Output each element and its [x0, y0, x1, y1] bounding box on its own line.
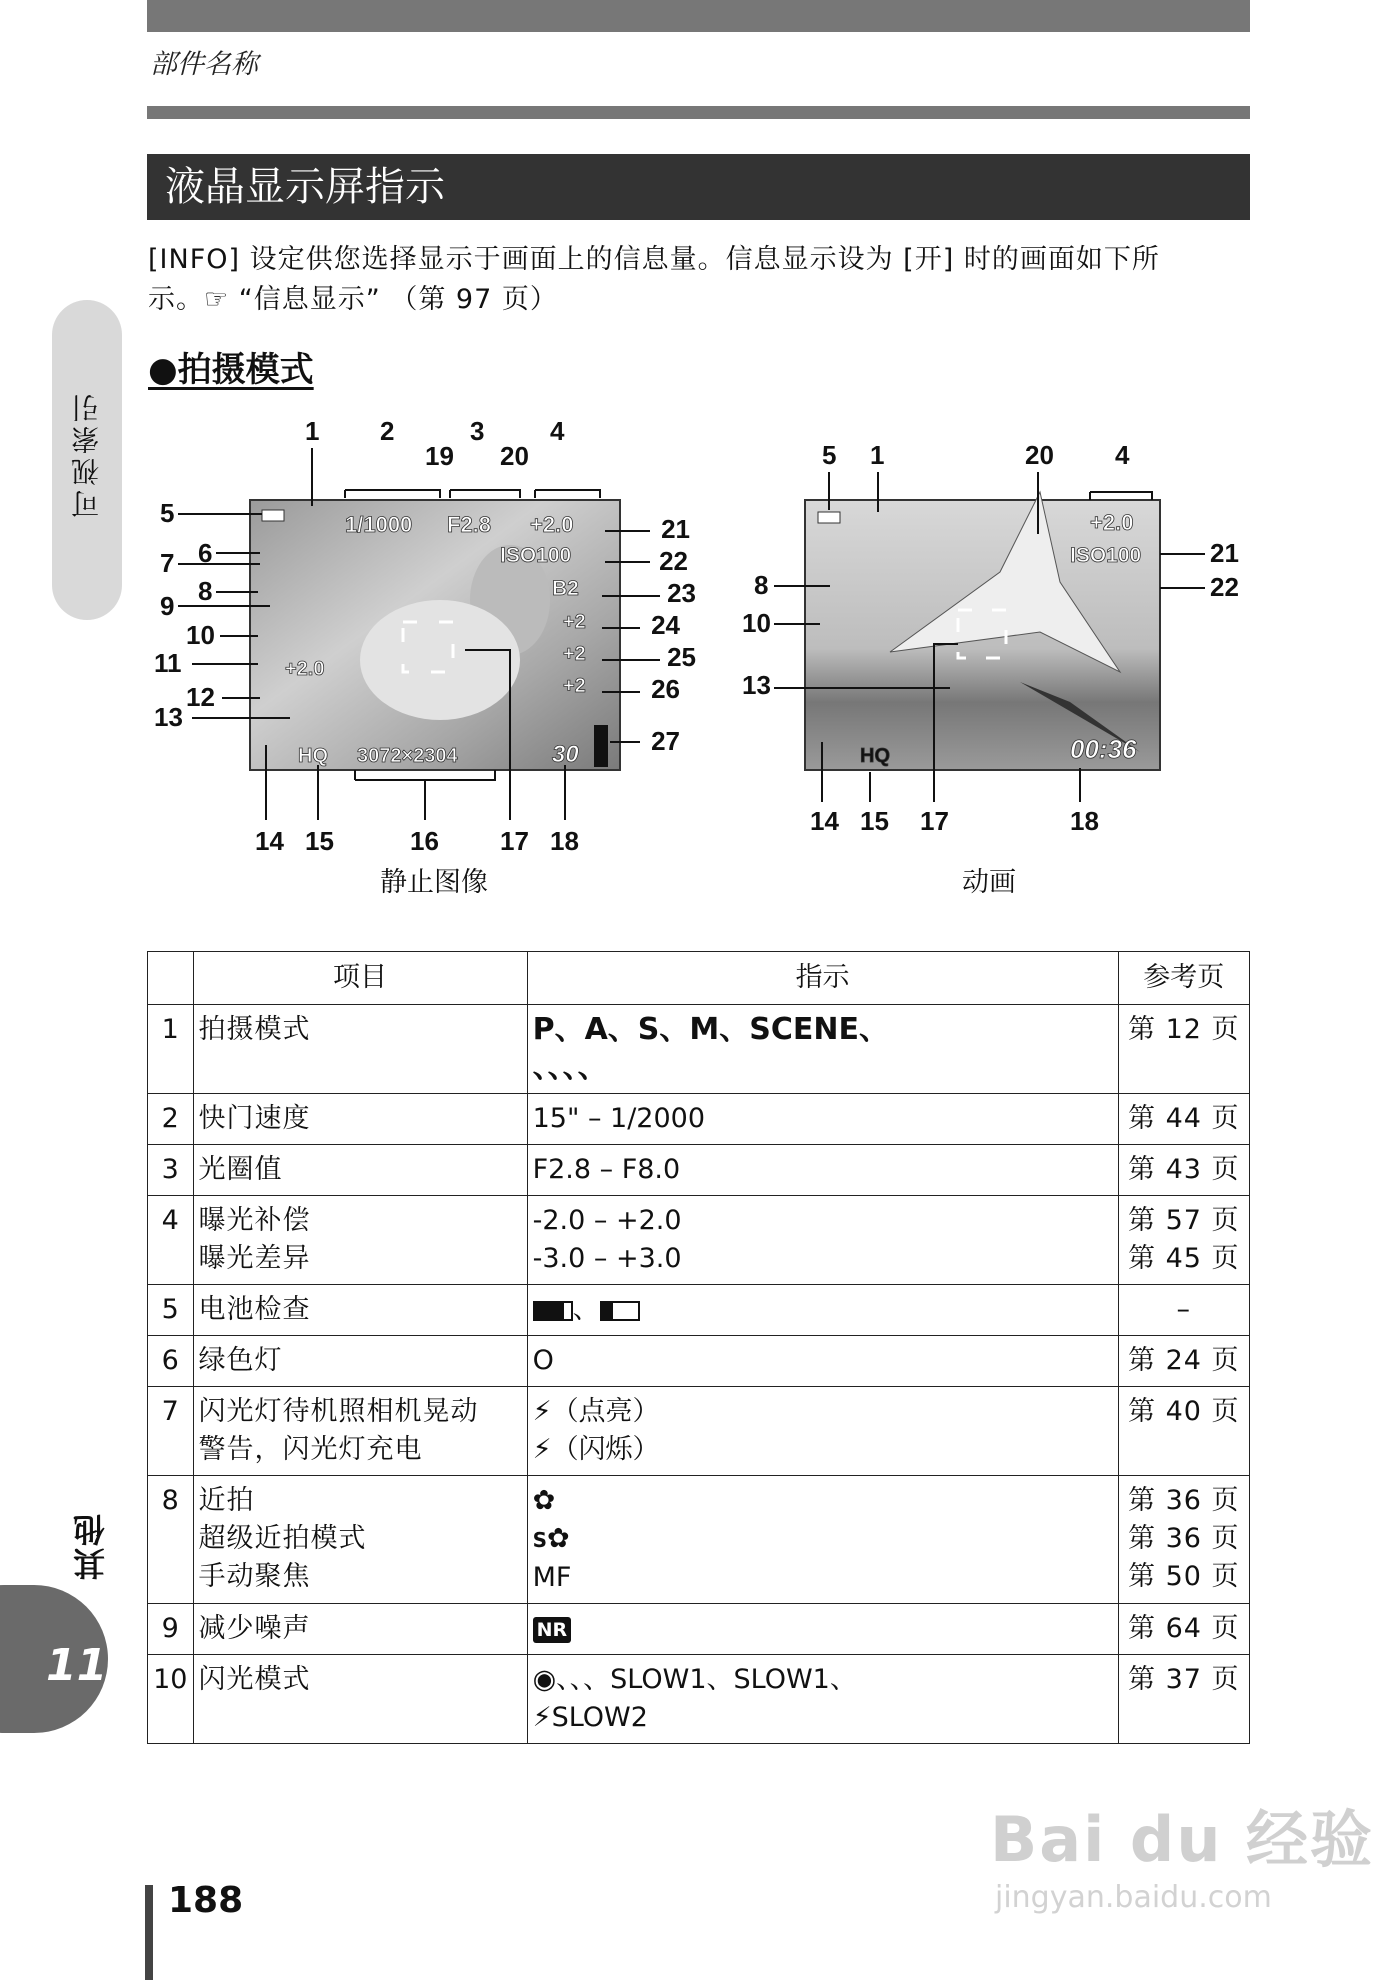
lcd-indicator-table: [147, 951, 1250, 1744]
callout-4: 4: [550, 416, 565, 446]
row-ref: 第 24 页: [1128, 1345, 1240, 1376]
row-item: 近拍: [198, 1485, 255, 1516]
row-num: 9: [148, 1604, 194, 1655]
header-indication: 指示: [527, 952, 1118, 1005]
still-sharp: +2: [563, 611, 586, 633]
row-item: 超级近拍模式: [198, 1523, 367, 1554]
top-rule: [147, 0, 1250, 32]
callout-17: 17: [500, 826, 529, 856]
page-number-bar: [145, 1885, 153, 1980]
callout-1: 1: [305, 416, 320, 446]
row-indication: S: [532, 1528, 547, 1552]
callout-9: 9: [160, 591, 175, 621]
callout-25: 25: [667, 642, 696, 672]
battery-full-icon: [533, 1301, 573, 1321]
lcd-still-figure: [150, 410, 710, 860]
callout-5: 5: [160, 498, 175, 528]
table-row: [148, 1336, 1250, 1387]
row-ref: 第 44 页: [1128, 1103, 1240, 1134]
still-flash-comp: +2.0: [285, 658, 325, 680]
row-num: 7: [148, 1387, 194, 1476]
movie-callout-18: 18: [1070, 806, 1099, 836]
movie-callout-14: 14: [810, 806, 839, 836]
row-ref: 第 45 页: [1128, 1243, 1240, 1274]
row-ref: 第 57 页: [1128, 1205, 1240, 1236]
movie-caption: 动画: [962, 867, 1016, 898]
super-macro-icon: ✿: [547, 1523, 570, 1554]
callout-15: 15: [305, 826, 334, 856]
row-indication: SLOW2: [551, 1702, 648, 1733]
page-title: 液晶显示屏指示: [147, 154, 1250, 220]
callout-2: 2: [380, 416, 395, 446]
watermark-logo: Bai du 经验: [990, 1803, 1375, 1876]
callout-12: 12: [186, 682, 215, 712]
battery-low-icon: [600, 1301, 640, 1321]
row-item: 曝光差异: [198, 1243, 311, 1274]
movie-iso: ISO100: [1070, 544, 1142, 567]
still-caption: 静止图像: [380, 867, 488, 898]
callout-18: 18: [550, 826, 579, 856]
row-item: 曝光补偿: [198, 1205, 311, 1236]
table-row: [148, 1476, 1250, 1604]
row-item: 减少噪声: [198, 1613, 311, 1644]
row-item: 电池检查: [198, 1294, 311, 1325]
row-item: 快门速度: [198, 1103, 311, 1134]
chapter-number: 11: [46, 1640, 108, 1691]
still-saturation: +2: [563, 675, 586, 697]
callout-24: 24: [651, 610, 680, 640]
flash-icon: ⚡: [532, 1396, 552, 1427]
movie-callout-13: 13: [742, 670, 771, 700]
row-num: 5: [148, 1285, 194, 1336]
callout-14: 14: [255, 826, 284, 856]
movie-callout-22: 22: [1210, 572, 1239, 602]
row-indication: F2.8 – F8.0: [532, 1154, 681, 1185]
intro-text: [148, 240, 1252, 320]
still-remaining: 30: [552, 741, 579, 768]
table-row: [148, 1005, 1250, 1094]
table-row: [148, 1655, 1250, 1744]
row-item: 手动聚焦: [198, 1561, 311, 1592]
callout-11: 11: [154, 648, 182, 678]
movie-callout-20: 20: [1025, 440, 1054, 470]
row-indication: O: [532, 1345, 554, 1376]
row-num: 1: [148, 1005, 194, 1094]
callout-13: 13: [154, 702, 183, 732]
row-indication: -3.0 – +3.0: [532, 1243, 682, 1274]
scene-icons: 、、、、: [532, 1050, 608, 1085]
still-contrast: +2: [563, 643, 586, 665]
row-num: 4: [148, 1196, 194, 1285]
row-indication: 、: [572, 1294, 600, 1325]
histogram-icon: [594, 725, 608, 767]
movie-callout-1: 1: [870, 440, 885, 470]
still-iso: ISO100: [500, 544, 572, 567]
intro-line-1: [INFO] 设定供您选择显示于画面上的信息量。信息显示设为 [开] 时的画面如下所: [148, 244, 1160, 275]
row-num: 8: [148, 1476, 194, 1604]
red-eye-icon: ◉: [532, 1664, 557, 1695]
row-num: 6: [148, 1336, 194, 1387]
movie-callout-15: 15: [860, 806, 889, 836]
callout-7: 7: [160, 548, 175, 578]
still-shutter: 1/1000: [345, 512, 413, 537]
row-num: 3: [148, 1145, 194, 1196]
top-rule-2: [147, 106, 1250, 119]
flash-icon: ⚡: [532, 1434, 552, 1465]
row-ref: 第 64 页: [1128, 1613, 1240, 1644]
header-item: 项目: [193, 952, 527, 1005]
row-ref: 第 40 页: [1128, 1396, 1240, 1427]
movie-time: 00:36: [1070, 734, 1137, 764]
table-row: [148, 1145, 1250, 1196]
callout-10: 10: [186, 620, 215, 650]
still-wb: B2: [552, 577, 579, 600]
row-indication: -2.0 – +2.0: [532, 1205, 682, 1236]
still-quality: HQ: [298, 745, 328, 767]
shooting-mode-heading: ●拍摄模式: [148, 350, 314, 390]
watermark-url: jingyan.baidu.com: [995, 1880, 1272, 1915]
callout-3: 3: [470, 416, 485, 446]
row-indication: 15" – 1/2000: [532, 1103, 706, 1134]
row-item: 闪光灯待机照相机晃动: [198, 1396, 479, 1427]
callout-27: 27: [651, 726, 680, 756]
table-row: [148, 1285, 1250, 1336]
movie-callout-10: 10: [742, 608, 771, 638]
movie-callout-17: 17: [920, 806, 949, 836]
movie-exposure: +2.0: [1090, 510, 1134, 535]
callout-22: 22: [659, 546, 688, 576]
row-ref: 第 36 页: [1128, 1485, 1240, 1516]
row-item: 绿色灯: [198, 1345, 283, 1376]
lcd-movie-figure: [740, 432, 1260, 852]
chapter-title: 其他: [72, 1512, 110, 1580]
table-row: [148, 1604, 1250, 1655]
noise-reduction-icon: NR: [533, 1617, 572, 1643]
table-header-row: [148, 952, 1250, 1005]
section-label: 部件名称: [150, 49, 258, 80]
still-aperture: F2.8: [447, 512, 492, 537]
still-resolution: 3072×2304: [357, 745, 458, 767]
callout-6: 6: [198, 538, 213, 568]
row-item: 闪光模式: [198, 1664, 311, 1695]
movie-callout-4: 4: [1115, 440, 1130, 470]
row-item: 光圈值: [198, 1154, 283, 1185]
row-item: 警告，闪光灯充电: [198, 1434, 423, 1465]
table-row: [148, 1387, 1250, 1476]
movie-battery-icon: [818, 512, 840, 523]
row-indication: （闪烁）: [551, 1434, 660, 1465]
callout-21: 21: [661, 514, 690, 544]
row-indication: MF: [532, 1562, 572, 1593]
battery-icon: [262, 510, 284, 521]
row-ref: 第 36 页: [1128, 1523, 1240, 1554]
movie-callout-8: 8: [754, 570, 769, 600]
callout-19: 19: [425, 441, 454, 471]
table-row: [148, 1196, 1250, 1285]
callout-26: 26: [651, 674, 680, 704]
flash-icon: ⚡: [532, 1702, 552, 1733]
row-num: 2: [148, 1094, 194, 1145]
row-ref: 第 43 页: [1128, 1154, 1240, 1185]
movie-callout-21: 21: [1210, 538, 1239, 568]
callout-23: 23: [667, 578, 696, 608]
row-ref: 第 50 页: [1128, 1561, 1240, 1592]
intro-line-2: 示。☞ “信息显示” （第 97 页）: [148, 284, 558, 315]
row-ref: 第 37 页: [1128, 1664, 1240, 1695]
header-num: [148, 952, 194, 1005]
still-exposure: +2.0: [530, 512, 574, 537]
row-num: 10: [148, 1655, 194, 1744]
movie-callout-5: 5: [822, 440, 837, 470]
callout-16: 16: [410, 826, 439, 856]
row-ref: –: [1176, 1294, 1192, 1325]
callout-20: 20: [500, 441, 529, 471]
page-number: 188: [168, 1880, 244, 1921]
mode-letters: P、A、S、M、SCENE、: [532, 1012, 889, 1047]
row-indication: （点亮）: [551, 1396, 660, 1427]
row-item: 拍摄模式: [198, 1014, 311, 1045]
callout-8: 8: [198, 576, 213, 606]
table-row: [148, 1094, 1250, 1145]
header-ref: 参考页: [1118, 952, 1249, 1005]
macro-icon: ✿: [532, 1485, 556, 1516]
sidebar-tab-label: 可视索引: [70, 390, 103, 518]
row-indication: 、、、SLOW1、SLOW1、: [556, 1664, 857, 1695]
row-ref: 第 12 页: [1128, 1014, 1240, 1045]
movie-quality: HQ: [860, 745, 890, 767]
